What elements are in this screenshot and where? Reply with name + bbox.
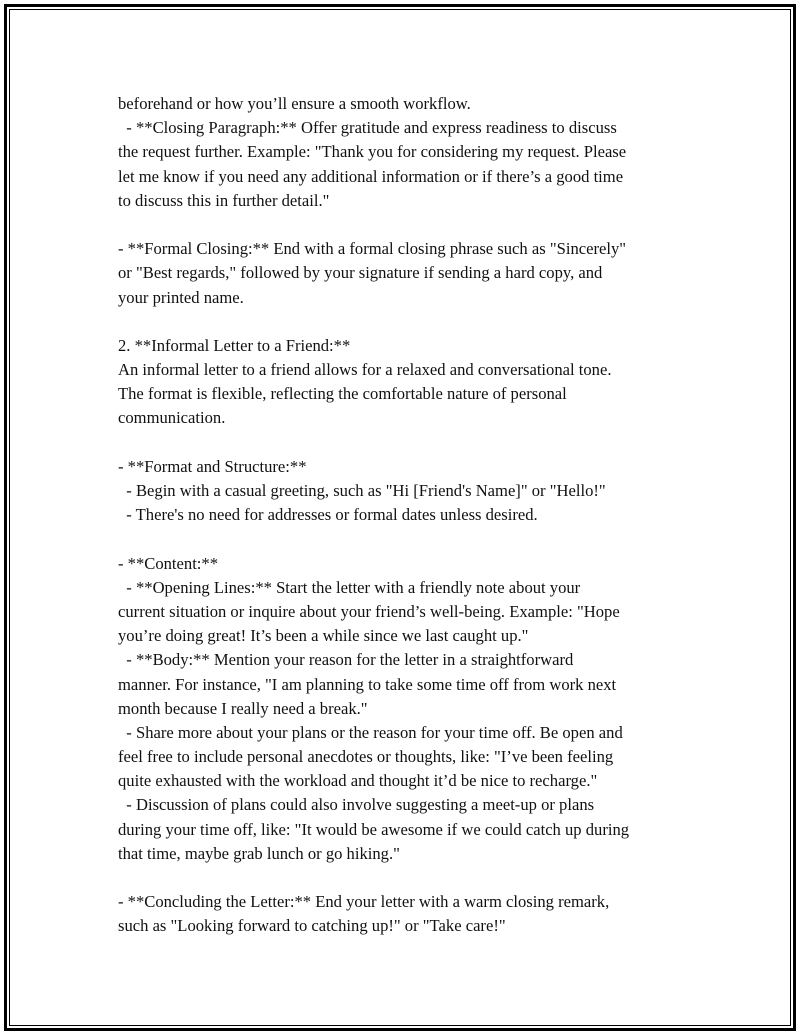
document-line: - Discussion of plans could also involve suggesting a meet-up or plans <box>118 795 595 815</box>
document-line: the request further. Example: "Thank you for considering my request. Please <box>118 142 627 162</box>
document-line: beforehand or how you’ll ensure a smooth workflow. <box>118 94 471 113</box>
document-line: quite exhausted with the workload and thought it’d be nice to recharge." <box>118 771 598 791</box>
document-line: - Begin with a casual greeting, such as "Hi [Friend's Name]" or "Hello!" <box>118 481 606 500</box>
document-line: let me know if you need any additional information or if there’s a good time <box>118 166 624 186</box>
blank-line <box>118 213 708 237</box>
document-line: or "Best regards," followed by your signature if sending a hard copy, and <box>118 263 603 283</box>
blank-line <box>118 866 708 890</box>
document-line: - **Content:** <box>118 553 219 573</box>
document-line: current situation or inquire about your friend’s well-being. Example: "Hope <box>118 601 620 621</box>
document-line: your printed name. <box>118 287 244 307</box>
document-line: An informal letter to a friend allows for a relaxed and conversational tone. <box>118 360 612 380</box>
document-line: feel free to include personal anecdotes or thoughts, like: "I’ve been feeling <box>118 747 614 767</box>
document-body <box>118 92 708 939</box>
document-line: - There's no need for addresses or formal dates unless desired. <box>118 505 538 525</box>
document-line: - **Format and Structure:** <box>118 456 307 476</box>
document-line: you’re doing great! It’s been a while since we last caught up." <box>118 626 529 646</box>
document-line: month because I really need a break." <box>118 698 368 718</box>
document-line: - Share more about your plans or the reason for your time off. Be open and <box>118 722 623 742</box>
document-line: - **Closing Paragraph:** Offer gratitude and express readiness to discuss <box>118 118 617 138</box>
document-line: - **Body:** Mention your reason for the letter in a straightforward <box>118 650 574 670</box>
blank-line <box>118 310 708 334</box>
document-line: such as "Looking forward to catching up!" or "Take care!" <box>118 916 506 936</box>
document-line: 2. **Informal Letter to a Friend:** <box>118 335 351 355</box>
document-line: - **Concluding the Letter:** End your letter with a warm closing remark, <box>118 892 610 912</box>
document-line: - **Formal Closing:** End with a formal closing phrase such as "Sincerely" <box>118 239 627 259</box>
document-line: The format is flexible, reflecting the comfortable nature of personal <box>118 384 567 404</box>
document-line: manner. For instance, "I am planning to take some time off from work next <box>118 674 617 694</box>
document-line: during your time off, like: "It would be awesome if we could catch up during <box>118 819 630 839</box>
document-line: to discuss this in further detail." <box>118 190 330 210</box>
document-line: that time, maybe grab lunch or go hiking." <box>118 843 400 863</box>
document-line: - **Opening Lines:** Start the letter with a friendly note about your <box>118 577 581 597</box>
blank-line <box>118 527 708 551</box>
blank-line <box>118 431 708 455</box>
document-line: communication. <box>118 408 226 428</box>
